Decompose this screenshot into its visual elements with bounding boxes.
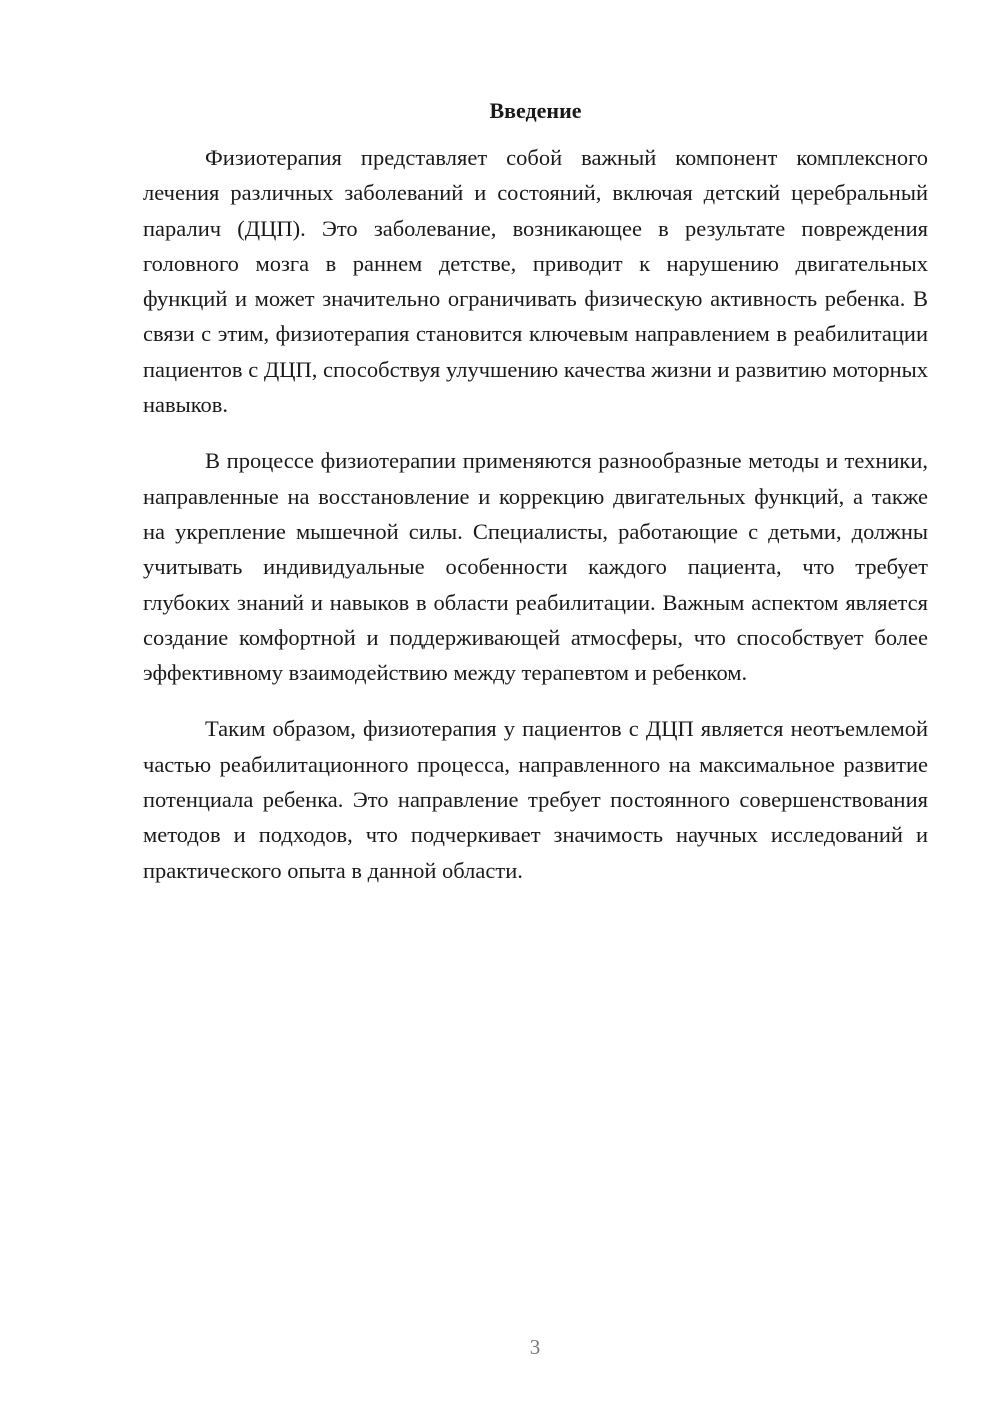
paragraph-3: Таким образом, физиотерапия у пациентов с ДЦП является неотъемлемой частью реабилитационного процесса, направленного на максимальное развитие потенциала ребенка. Это направление требует постоянного совершенствования методов и подходов, что подчеркивает значимость научных исследований и практического опыта в данной области.: [143, 716, 928, 883]
page-number: 3: [529, 1335, 541, 1359]
paragraph-2: В процессе физиотерапии применяются разнообразные методы и техники, направленные на восстановление и коррекцию двигательных функций, а также на укрепление мышечной силы. Специалисты, работающие с детьми, должны учитывать индивидуальные особенности каждого пациента, что требует глубоких знаний и навыков в области реабилитации. Важным аспектом является создание комфортной и поддерживающей атмосферы, что способствует более эффективному взаимодействию между терапевтом и ребенком.: [143, 448, 928, 686]
section-heading: Введение: [489, 98, 582, 123]
paragraph-1: Физиотерапия представляет собой важный компонент комплексного лечения различных заболеваний и состояний, включая детский церебральный паралич (ДЦП). Это заболевание, возникающее в результате повреждения головного мозга в раннем детстве, приводит к нарушению двигательных функций и может значительно ограничивать физическую активность ребенка. В связи с этим, физиотерапия становится ключевым направлением в реабилитации пациентов с ДЦП, способствуя улучшению качества жизни и развитию моторных навыков.: [143, 145, 928, 418]
page-content: [143, 95, 928, 909]
